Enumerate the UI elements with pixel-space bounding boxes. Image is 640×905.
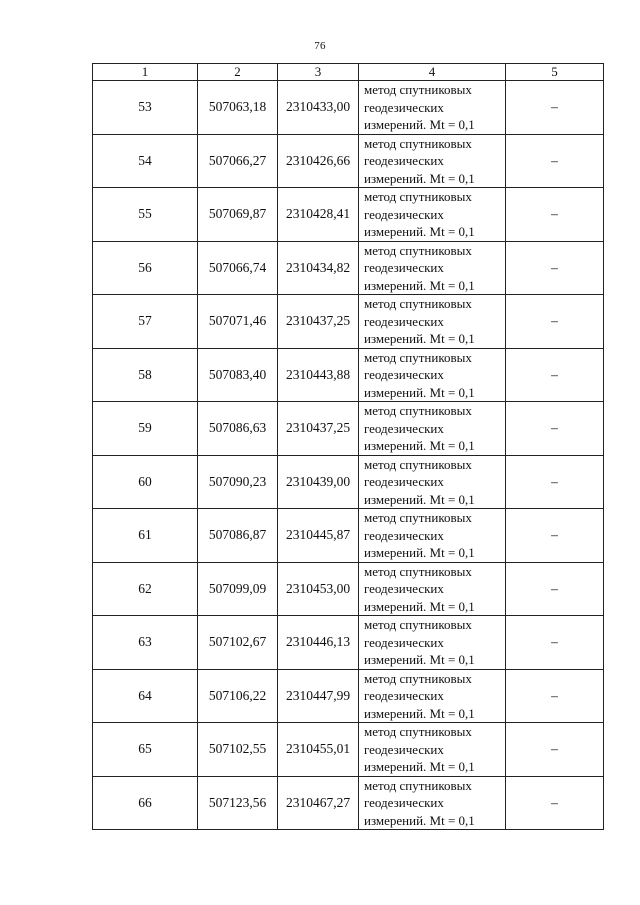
table-row [93, 455, 604, 509]
method-line: геодезических [364, 99, 444, 115]
method-cell [359, 402, 506, 456]
y-coordinate-cell: 2310437,25 [278, 402, 359, 456]
method-line: метод спутниковых [364, 777, 472, 793]
method-cell [359, 562, 506, 616]
method-cell [359, 81, 506, 135]
method-line: измерений. Mt = 0,1 [364, 491, 475, 507]
table-row [93, 188, 604, 242]
point-number-cell: 64 [93, 669, 198, 723]
method-line: геодезических [364, 527, 444, 543]
point-number-cell: 61 [93, 509, 198, 563]
x-coordinate-cell: 507099,09 [198, 562, 278, 616]
method-cell [359, 455, 506, 509]
method-line: измерений. Mt = 0,1 [364, 545, 475, 560]
note-cell: – [506, 402, 604, 456]
x-coordinate-cell: 507063,18 [198, 81, 278, 135]
method-line: геодезических [364, 741, 444, 757]
table-row [93, 509, 604, 563]
table-row [93, 295, 604, 349]
table-row [93, 616, 604, 670]
table-row [93, 81, 604, 135]
method-line: геодезических [364, 688, 444, 703]
method-line: измерений. Mt = 0,1 [364, 170, 475, 186]
column-header-1: 1 [93, 64, 198, 81]
note-cell: – [506, 562, 604, 616]
note-cell: – [506, 776, 604, 830]
method-line: метод спутниковых [364, 563, 472, 579]
table-body [93, 81, 604, 830]
method-line: геодезических [364, 153, 444, 168]
point-number-cell: 53 [93, 81, 198, 135]
y-coordinate-cell: 2310445,87 [278, 509, 359, 563]
x-coordinate-cell: 507066,27 [198, 134, 278, 188]
note-cell: – [506, 455, 604, 509]
note-cell: – [506, 723, 604, 777]
method-line: измерений. Mt = 0,1 [364, 224, 475, 239]
page-number: 76 [314, 40, 326, 52]
note-cell: – [506, 348, 604, 402]
method-cell [359, 669, 506, 723]
method-line: метод спутниковых [364, 242, 472, 258]
method-line: геодезических [364, 581, 444, 596]
x-coordinate-cell: 507086,87 [198, 509, 278, 563]
point-number-cell: 55 [93, 188, 198, 242]
method-line: метод спутниковых [364, 724, 472, 739]
method-line: метод спутниковых [364, 189, 472, 204]
method-line: метод спутниковых [364, 670, 472, 686]
table-row [93, 723, 604, 777]
y-coordinate-cell: 2310467,27 [278, 776, 359, 830]
method-line: метод спутниковых [364, 617, 472, 632]
method-line: геодезических [364, 367, 444, 382]
method-line: метод спутниковых [364, 349, 472, 365]
y-coordinate-cell: 2310455,01 [278, 723, 359, 777]
method-line: метод спутниковых [364, 296, 472, 311]
method-line: измерений. Mt = 0,1 [364, 331, 475, 346]
method-cell [359, 723, 506, 777]
point-number-cell: 66 [93, 776, 198, 830]
method-cell [359, 776, 506, 830]
note-cell: – [506, 616, 604, 670]
note-cell: – [506, 669, 604, 723]
x-coordinate-cell: 507069,87 [198, 188, 278, 242]
column-header-5: 5 [506, 64, 604, 81]
method-line: измерений. Mt = 0,1 [364, 759, 475, 774]
table-row [93, 402, 604, 456]
table-row [93, 776, 604, 830]
y-coordinate-cell: 2310439,00 [278, 455, 359, 509]
x-coordinate-cell: 507102,55 [198, 723, 278, 777]
y-coordinate-cell: 2310434,82 [278, 241, 359, 295]
method-cell [359, 188, 506, 242]
method-line: геодезических [364, 420, 444, 436]
x-coordinate-cell: 507071,46 [198, 295, 278, 349]
point-number-cell: 54 [93, 134, 198, 188]
method-line: измерений. Mt = 0,1 [364, 277, 475, 293]
method-cell [359, 616, 506, 670]
method-cell [359, 295, 506, 349]
note-cell: – [506, 188, 604, 242]
point-number-cell: 62 [93, 562, 198, 616]
note-cell: – [506, 81, 604, 135]
x-coordinate-cell: 507086,63 [198, 402, 278, 456]
table-row [93, 562, 604, 616]
point-number-cell: 63 [93, 616, 198, 670]
method-line: измерений. Mt = 0,1 [364, 705, 475, 721]
point-number-cell: 65 [93, 723, 198, 777]
method-cell [359, 509, 506, 563]
x-coordinate-cell: 507090,23 [198, 455, 278, 509]
column-header-2: 2 [198, 64, 278, 81]
column-header-3: 3 [278, 64, 359, 81]
y-coordinate-cell: 2310426,66 [278, 134, 359, 188]
y-coordinate-cell: 2310443,88 [278, 348, 359, 402]
method-line: геодезических [364, 474, 444, 489]
point-number-cell: 59 [93, 402, 198, 456]
method-line: метод спутниковых [364, 456, 472, 472]
method-line: геодезических [364, 313, 444, 329]
method-line: измерений. Mt = 0,1 [364, 117, 475, 132]
note-cell: – [506, 134, 604, 188]
y-coordinate-cell: 2310447,99 [278, 669, 359, 723]
y-coordinate-cell: 2310428,41 [278, 188, 359, 242]
x-coordinate-cell: 507066,74 [198, 241, 278, 295]
note-cell: – [506, 295, 604, 349]
method-line: геодезических [364, 260, 444, 275]
point-number-cell: 57 [93, 295, 198, 349]
x-coordinate-cell: 507123,56 [198, 776, 278, 830]
method-line: метод спутниковых [364, 403, 472, 418]
method-line: измерений. Mt = 0,1 [364, 812, 475, 828]
x-coordinate-cell: 507083,40 [198, 348, 278, 402]
method-line: геодезических [364, 795, 444, 810]
point-number-cell: 58 [93, 348, 198, 402]
point-number-cell: 60 [93, 455, 198, 509]
y-coordinate-cell: 2310437,25 [278, 295, 359, 349]
method-cell [359, 241, 506, 295]
table-row [93, 134, 604, 188]
method-line: геодезических [364, 206, 444, 222]
column-header-4: 4 [359, 64, 506, 81]
point-number-cell: 56 [93, 241, 198, 295]
note-cell: – [506, 241, 604, 295]
method-line: измерений. Mt = 0,1 [364, 384, 475, 400]
y-coordinate-cell: 2310453,00 [278, 562, 359, 616]
coordinates-table [92, 63, 604, 830]
y-coordinate-cell: 2310446,13 [278, 616, 359, 670]
x-coordinate-cell: 507106,22 [198, 669, 278, 723]
method-line: геодезических [364, 634, 444, 650]
table-header-row [93, 64, 604, 81]
method-line: измерений. Mt = 0,1 [364, 598, 475, 614]
table-row [93, 348, 604, 402]
method-line: измерений. Mt = 0,1 [364, 438, 475, 453]
method-line: метод спутниковых [364, 135, 472, 151]
table-row [93, 241, 604, 295]
method-cell [359, 348, 506, 402]
y-coordinate-cell: 2310433,00 [278, 81, 359, 135]
note-cell: – [506, 509, 604, 563]
method-line: метод спутниковых [364, 82, 472, 97]
table-row [93, 669, 604, 723]
method-line: метод спутниковых [364, 510, 472, 525]
x-coordinate-cell: 507102,67 [198, 616, 278, 670]
method-cell [359, 134, 506, 188]
method-line: измерений. Mt = 0,1 [364, 652, 475, 667]
